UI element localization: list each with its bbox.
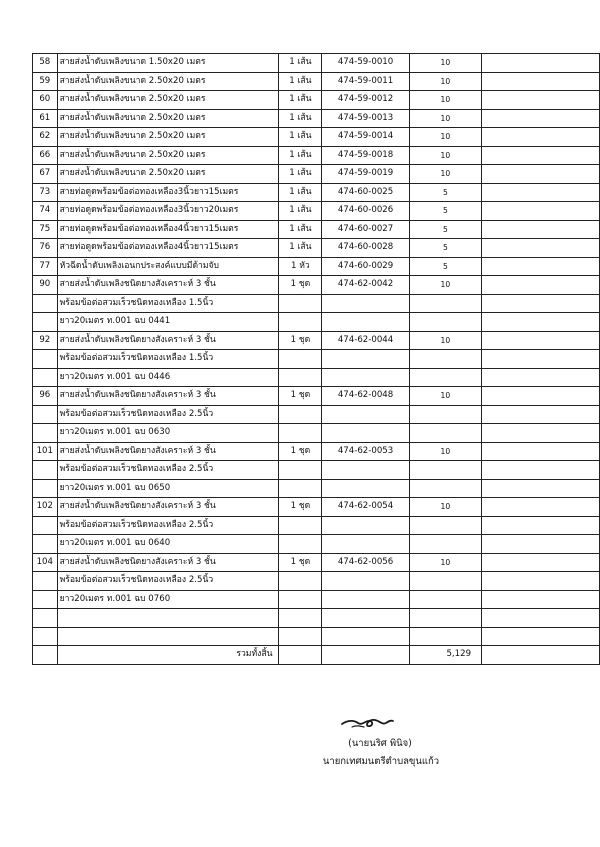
row-code-cell: 474-60-0027 (322, 220, 409, 239)
row-description-cell: พร้อมข้อต่อสวมเร็วชนิดทองเหลือง 1.5นิ้ว (57, 350, 279, 369)
row-code-cell (322, 405, 409, 424)
table-row (33, 479, 600, 498)
row-code-cell (322, 572, 409, 591)
row-number-cell (33, 590, 58, 609)
row-amount-cell: 10 (409, 276, 481, 295)
row-quantity-cell (279, 590, 322, 609)
row-number-cell: 67 (33, 165, 58, 184)
row-quantity-cell (279, 516, 322, 535)
row-amount-cell: 10 (409, 146, 481, 165)
row-number-cell: 102 (33, 498, 58, 517)
row-code-cell (322, 516, 409, 535)
row-note-cell (482, 276, 600, 295)
row-code-cell: 474-59-0012 (322, 91, 409, 110)
row-amount-cell (409, 424, 481, 443)
row-amount-cell: 10 (409, 553, 481, 572)
row-description-cell: ยาว20เมตร ท.001 ฉบ 0760 (57, 590, 279, 609)
row-amount-cell (409, 313, 481, 332)
row-amount-cell: 10 (409, 498, 481, 517)
row-code-cell: 474-60-0029 (322, 257, 409, 276)
row-note-cell (482, 553, 600, 572)
row-description-cell: ยาว20เมตร ท.001 ฉบ 0446 (57, 368, 279, 387)
signatory-name: (นายนริศ พินิจ) (348, 738, 412, 749)
row-code-cell: 474-59-0014 (322, 128, 409, 147)
row-quantity-cell: 1 ชุด (279, 498, 322, 517)
row-code-cell (322, 294, 409, 313)
row-note-cell (482, 498, 600, 517)
row-description-cell (57, 627, 279, 646)
row-description-cell: สายส่งน้ำดับเพลิงขนาด 2.50x20 เมตร (57, 109, 279, 128)
row-amount-cell: 5 (409, 257, 481, 276)
row-note-cell (482, 535, 600, 554)
row-note-cell (482, 202, 600, 221)
row-note-cell (482, 387, 600, 406)
row-quantity-cell: 1 หัว (279, 257, 322, 276)
row-note-cell (482, 54, 600, 73)
row-amount-cell: 10 (409, 72, 481, 91)
table-row (33, 627, 600, 646)
row-amount-cell: 10 (409, 387, 481, 406)
row-code-cell (322, 350, 409, 369)
row-number-cell (33, 350, 58, 369)
row-note-cell (482, 72, 600, 91)
total-label: รวมทั้งสิ้น (57, 646, 279, 665)
row-code-cell: 474-59-0013 (322, 109, 409, 128)
row-quantity-cell: 1 เส้น (279, 202, 322, 221)
row-amount-cell (409, 572, 481, 591)
row-note-cell (482, 91, 600, 110)
row-quantity-cell (279, 294, 322, 313)
row-quantity-cell: 1 ชุด (279, 387, 322, 406)
table-row (33, 572, 600, 591)
row-amount-cell: 10 (409, 54, 481, 73)
row-amount-cell: 10 (409, 165, 481, 184)
row-quantity-cell (279, 572, 322, 591)
row-description-cell: สายส่งน้ำดับเพลิงขนาด 2.50x20 เมตร (57, 91, 279, 110)
row-description-cell: สายส่งน้ำดับเพลิงขนาด 2.50x20 เมตร (57, 146, 279, 165)
row-quantity-cell (279, 461, 322, 480)
row-note-cell (482, 627, 600, 646)
row-code-cell: 474-59-0019 (322, 165, 409, 184)
row-amount-cell: 10 (409, 331, 481, 350)
row-amount-cell: 10 (409, 442, 481, 461)
table-row (33, 461, 600, 480)
row-description-cell: สายส่งน้ำดับเพลิงขนาด 2.50x20 เมตร (57, 128, 279, 147)
row-code-cell: 474-60-0025 (322, 183, 409, 202)
row-code-cell (322, 590, 409, 609)
total-row (33, 646, 600, 665)
row-number-cell: 73 (33, 183, 58, 202)
row-number-cell (33, 572, 58, 591)
table-row (33, 350, 600, 369)
total-value: 5,129 (409, 646, 481, 665)
row-note-cell (482, 183, 600, 202)
row-quantity-cell: 1 เส้น (279, 54, 322, 73)
row-amount-cell: 5 (409, 202, 481, 221)
row-number-cell: 90 (33, 276, 58, 295)
row-number-cell (33, 461, 58, 480)
row-quantity-cell: 1 เส้น (279, 128, 322, 147)
table-row (33, 91, 600, 110)
inventory-table-body (33, 54, 600, 665)
table-row (33, 239, 600, 258)
table-row (33, 220, 600, 239)
row-note-cell (482, 609, 600, 628)
row-number-cell: 61 (33, 109, 58, 128)
row-amount-cell: 5 (409, 183, 481, 202)
row-code-cell: 474-59-0010 (322, 54, 409, 73)
total-code-cell (322, 646, 409, 665)
row-description-cell: ยาว20เมตร ท.001 ฉบ 0630 (57, 424, 279, 443)
table-row (33, 535, 600, 554)
row-amount-cell (409, 535, 481, 554)
row-quantity-cell: 1 เส้น (279, 183, 322, 202)
row-quantity-cell: 1 เส้น (279, 72, 322, 91)
row-amount-cell (409, 405, 481, 424)
row-description-cell: พร้อมข้อต่อสวมเร็วชนิดทองเหลือง 2.5นิ้ว (57, 405, 279, 424)
row-amount-cell (409, 590, 481, 609)
table-row (33, 183, 600, 202)
row-quantity-cell: 1 เส้น (279, 239, 322, 258)
row-number-cell (33, 609, 58, 628)
table-row (33, 424, 600, 443)
row-code-cell: 474-62-0042 (322, 276, 409, 295)
row-description-cell: หัวฉีดน้ำดับเพลิงเอนกประสงค์แบบมีด้ามจับ (57, 257, 279, 276)
row-quantity-cell (279, 627, 322, 646)
table-row (33, 276, 600, 295)
table-row (33, 165, 600, 184)
row-description-cell: สายส่งน้ำดับเพลิงชนิดยางสังเคราะห์ 3 ชั้น (57, 387, 279, 406)
row-description-cell: ยาว20เมตร ท.001 ฉบ 0650 (57, 479, 279, 498)
row-code-cell (322, 461, 409, 480)
table-row (33, 553, 600, 572)
row-code-cell (322, 313, 409, 332)
row-note-cell (482, 572, 600, 591)
table-row (33, 368, 600, 387)
row-code-cell (322, 424, 409, 443)
row-code-cell: 474-62-0048 (322, 387, 409, 406)
row-number-cell: 104 (33, 553, 58, 572)
row-description-cell: ยาว20เมตร ท.001 ฉบ 0640 (57, 535, 279, 554)
row-description-cell: สายส่งน้ำดับเพลิงชนิดยางสังเคราะห์ 3 ชั้น (57, 498, 279, 517)
row-note-cell (482, 109, 600, 128)
row-note-cell (482, 350, 600, 369)
row-number-cell (33, 516, 58, 535)
inventory-table (32, 53, 600, 665)
row-code-cell (322, 627, 409, 646)
row-quantity-cell (279, 609, 322, 628)
signatory-title: นายกเทศมนตรีตำบลขุนแก้ว (322, 756, 440, 767)
row-amount-cell (409, 479, 481, 498)
row-amount-cell (409, 294, 481, 313)
row-quantity-cell (279, 535, 322, 554)
row-code-cell: 474-62-0053 (322, 442, 409, 461)
row-description-cell: พร้อมข้อต่อสวมเร็วชนิดทองเหลือง 1.5นิ้ว (57, 294, 279, 313)
row-number-cell: 96 (33, 387, 58, 406)
row-code-cell: 474-62-0056 (322, 553, 409, 572)
row-note-cell (482, 405, 600, 424)
row-amount-cell (409, 368, 481, 387)
row-code-cell: 474-60-0028 (322, 239, 409, 258)
row-number-cell: 77 (33, 257, 58, 276)
table-row (33, 609, 600, 628)
row-description-cell: สายส่งน้ำดับเพลิงขนาด 1.50x20 เมตร (57, 54, 279, 73)
row-amount-cell (409, 627, 481, 646)
row-number-cell: 75 (33, 220, 58, 239)
row-number-cell: 101 (33, 442, 58, 461)
row-description-cell (57, 609, 279, 628)
row-amount-cell: 5 (409, 220, 481, 239)
row-description-cell: สายส่งน้ำดับเพลิงชนิดยางสังเคราะห์ 3 ชั้น (57, 276, 279, 295)
table-row (33, 54, 600, 73)
row-note-cell (482, 239, 600, 258)
table-row (33, 109, 600, 128)
row-quantity-cell (279, 424, 322, 443)
table-row (33, 405, 600, 424)
table-row (33, 257, 600, 276)
row-number-cell: 76 (33, 239, 58, 258)
row-number-cell (33, 479, 58, 498)
row-amount-cell: 10 (409, 109, 481, 128)
row-number-cell: 60 (33, 91, 58, 110)
row-amount-cell (409, 350, 481, 369)
table-row (33, 442, 600, 461)
row-quantity-cell: 1 ชุด (279, 442, 322, 461)
row-note-cell (482, 479, 600, 498)
row-code-cell (322, 368, 409, 387)
row-description-cell: สายส่งน้ำดับเพลิงชนิดยางสังเคราะห์ 3 ชั้น (57, 553, 279, 572)
row-quantity-cell: 1 เส้น (279, 146, 322, 165)
row-number-cell (33, 424, 58, 443)
row-code-cell: 474-60-0026 (322, 202, 409, 221)
row-description-cell: พร้อมข้อต่อสวมเร็วชนิดทองเหลือง 2.5นิ้ว (57, 516, 279, 535)
row-description-cell: สายส่งน้ำดับเพลิงขนาด 2.50x20 เมตร (57, 72, 279, 91)
table-row (33, 387, 600, 406)
row-code-cell: 474-59-0011 (322, 72, 409, 91)
row-quantity-cell (279, 405, 322, 424)
table-row (33, 498, 600, 517)
row-note-cell (482, 331, 600, 350)
table-row (33, 72, 600, 91)
row-number-cell: 62 (33, 128, 58, 147)
table-row (33, 313, 600, 332)
table-row (33, 294, 600, 313)
row-note-cell (482, 220, 600, 239)
row-description-cell: สายส่งน้ำดับเพลิงชนิดยางสังเคราะห์ 3 ชั้น (57, 331, 279, 350)
row-description-cell: ยาว20เมตร ท.001 ฉบ 0441 (57, 313, 279, 332)
row-quantity-cell: 1 เส้น (279, 91, 322, 110)
row-code-cell (322, 479, 409, 498)
row-note-cell (482, 146, 600, 165)
row-amount-cell: 10 (409, 91, 481, 110)
row-note-cell (482, 442, 600, 461)
row-description-cell: สายท่อดูดพร้อมข้อต่อทองเหลือง3นิ้วยาว20เมตร (57, 202, 279, 221)
signature-mark (338, 712, 398, 734)
row-note-cell (482, 313, 600, 332)
row-description-cell: พร้อมข้อต่อสวมเร็วชนิดทองเหลือง 2.5นิ้ว (57, 572, 279, 591)
row-code-cell: 474-62-0044 (322, 331, 409, 350)
row-quantity-cell: 1 ชุด (279, 276, 322, 295)
row-description-cell: สายท่อดูดพร้อมข้อต่อทองเหลือง4นิ้วยาว15เมตร (57, 239, 279, 258)
total-qty-cell (279, 646, 322, 665)
row-note-cell (482, 461, 600, 480)
row-note-cell (482, 165, 600, 184)
row-note-cell (482, 368, 600, 387)
table-row (33, 202, 600, 221)
row-code-cell: 474-59-0018 (322, 146, 409, 165)
table-row (33, 516, 600, 535)
row-quantity-cell: 1 เส้น (279, 109, 322, 128)
row-amount-cell (409, 516, 481, 535)
row-note-cell (482, 257, 600, 276)
row-number-cell: 58 (33, 54, 58, 73)
row-code-cell: 474-62-0054 (322, 498, 409, 517)
total-note-cell (482, 646, 600, 665)
row-description-cell: สายท่อดูดพร้อมข้อต่อทองเหลือง4นิ้วยาว15เมตร (57, 220, 279, 239)
row-amount-cell: 5 (409, 239, 481, 258)
row-amount-cell: 10 (409, 128, 481, 147)
row-number-cell: 66 (33, 146, 58, 165)
row-number-cell (33, 535, 58, 554)
row-amount-cell (409, 609, 481, 628)
row-quantity-cell (279, 479, 322, 498)
total-no-cell (33, 646, 58, 665)
row-code-cell (322, 535, 409, 554)
row-quantity-cell: 1 เส้น (279, 165, 322, 184)
row-description-cell: สายส่งน้ำดับเพลิงขนาด 2.50x20 เมตร (57, 165, 279, 184)
row-number-cell: 74 (33, 202, 58, 221)
row-quantity-cell (279, 313, 322, 332)
row-note-cell (482, 516, 600, 535)
table-row (33, 331, 600, 350)
row-number-cell (33, 368, 58, 387)
row-quantity-cell (279, 350, 322, 369)
row-description-cell: พร้อมข้อต่อสวมเร็วชนิดทองเหลือง 2.5นิ้ว (57, 461, 279, 480)
row-number-cell (33, 405, 58, 424)
table-row (33, 128, 600, 147)
row-note-cell (482, 128, 600, 147)
row-amount-cell (409, 461, 481, 480)
row-quantity-cell (279, 368, 322, 387)
row-description-cell: สายส่งน้ำดับเพลิงชนิดยางสังเคราะห์ 3 ชั้น (57, 442, 279, 461)
row-number-cell (33, 294, 58, 313)
row-number-cell (33, 627, 58, 646)
row-quantity-cell: 1 ชุด (279, 331, 322, 350)
row-note-cell (482, 424, 600, 443)
row-note-cell (482, 294, 600, 313)
table-row (33, 590, 600, 609)
row-number-cell: 59 (33, 72, 58, 91)
table-row (33, 146, 600, 165)
row-description-cell: สายท่อดูดพร้อมข้อต่อทองเหลือง3นิ้วยาว15เมตร (57, 183, 279, 202)
row-number-cell: 92 (33, 331, 58, 350)
row-code-cell (322, 609, 409, 628)
row-quantity-cell: 1 ชุด (279, 553, 322, 572)
row-quantity-cell: 1 เส้น (279, 220, 322, 239)
row-number-cell (33, 313, 58, 332)
row-note-cell (482, 590, 600, 609)
